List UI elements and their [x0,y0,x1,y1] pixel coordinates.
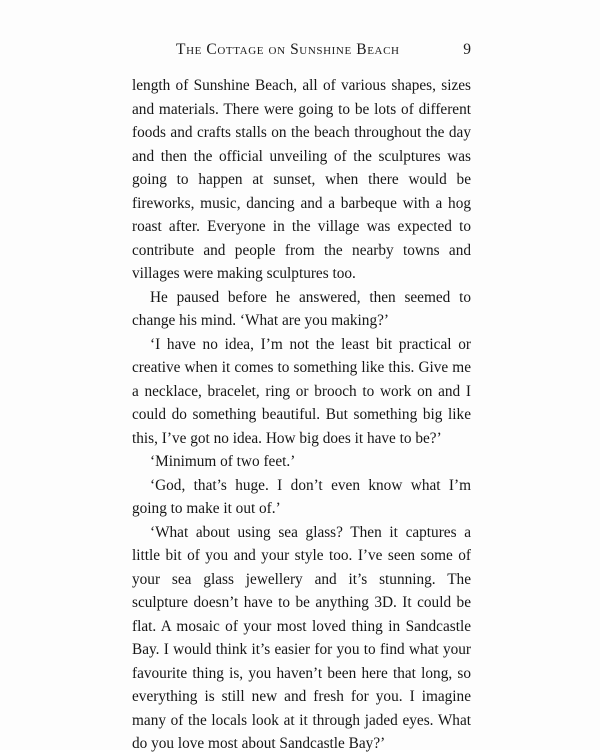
paragraph: ‘I have no idea, I’m not the least bit practical or creative when it comes to something like this. Give me a necklace, bracelet, ring or brooch to work on and I could do something beautiful. But something big like this, I’ve got no idea. How big does it have to be?’ [132,335,471,447]
paragraph: He paused before he answered, then seemed to change his mind. ‘What are you making?’ [132,288,471,329]
paragraph: ‘God, that’s huge. I don’t even know what I’m going to make it out of.’ [132,476,471,517]
paragraph: length of Sunshine Beach, all of various shapes, sizes and materials. There were going to be lots of different foods and crafts stalls on the beach throughout the day and then the official unveiling of the sculptures was going to happen at sunset, when there would be fireworks, music, dancing and a barbeque with a hog roast after. Everyone in the village was expected to contribute and people from the nearby towns and villages were making sculptures too. [132,77,471,282]
body-text [132,74,471,756]
paragraph: ‘Minimum of two feet.’ [150,453,296,470]
book-title: The Cottage on Sunshine Beach [176,41,400,58]
paragraph: ‘What about using sea glass? Then it captures a little bit of you and your style too. I’ve seen some of your sea glass jewellery and it’s stunning. The sculpture doesn’t have to be anything 3D. It could be flat. A mosaic of your most loved thing in Sandcastle Bay. I would think it’s easier for you to find what your favourite thing is, you haven’t been here that long, so everything is still new and fresh for you. I imagine many of the locals look at it through jaded eyes. What do you love most about Sandcastle Bay?’ [132,523,471,752]
running-header [132,41,471,63]
page-number: 9 [463,41,471,58]
